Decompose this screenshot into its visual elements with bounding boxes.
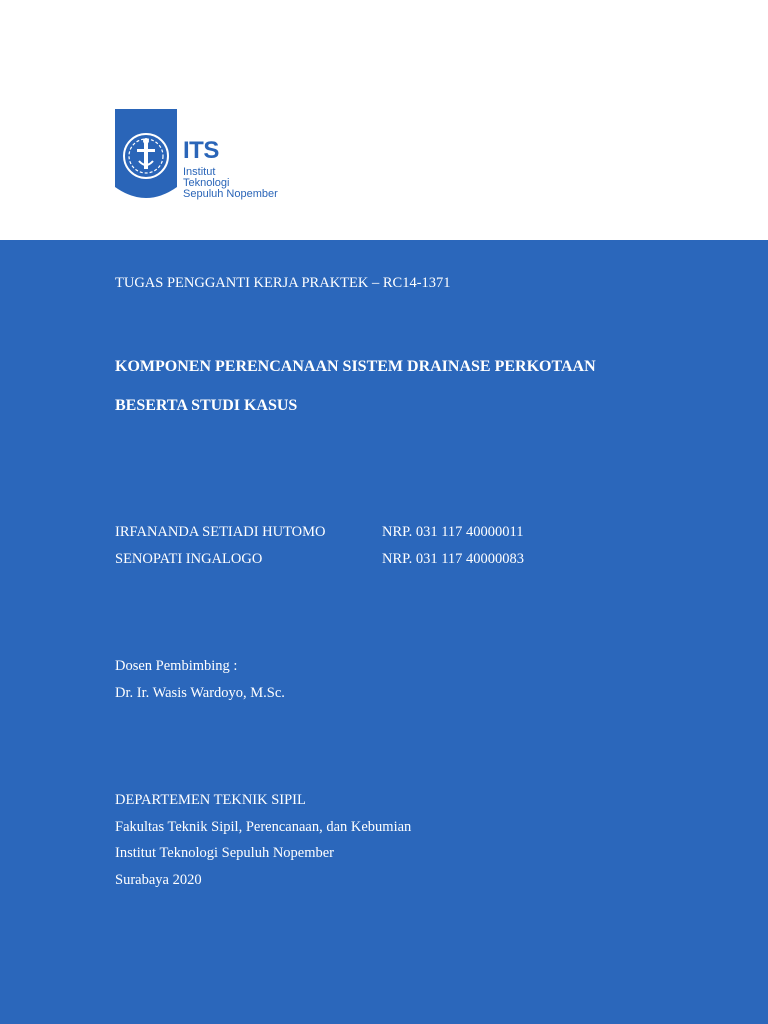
its-emblem-icon <box>115 109 177 202</box>
page-header <box>0 0 768 240</box>
logo-line-2: Teknologi <box>183 177 230 189</box>
author-name-1: IRFANANDA SETIADI HUTOMO <box>115 524 326 540</box>
course-code: TUGAS PENGGANTI KERJA PRAKTEK – RC14-1371 <box>115 275 451 291</box>
report-title-line-2: BESERTA STUDI KASUS <box>115 397 298 414</box>
author-name-2: SENOPATI INGALOGO <box>115 551 263 567</box>
advisor-label: Dosen Pembimbing : <box>115 658 238 674</box>
department-name: DEPARTEMEN TEKNIK SIPIL <box>115 792 306 808</box>
faculty-name: Fakultas Teknik Sipil, Perencanaan, dan Kebumian <box>115 819 412 835</box>
advisor-name: Dr. Ir. Wasis Wardoyo, M.Sc. <box>115 685 285 701</box>
author-nrp-1: NRP. 031 117 40000011 <box>382 524 524 540</box>
institute-name: Institut Teknologi Sepuluh Nopember <box>115 845 335 861</box>
author-nrp-2: NRP. 031 117 40000083 <box>382 551 525 567</box>
logo-abbreviation: ITS <box>183 137 219 164</box>
cover-panel <box>0 240 768 1024</box>
logo-line-3: Sepuluh Nopember <box>183 188 278 200</box>
its-logo <box>115 109 280 202</box>
report-title-line-1: KOMPONEN PERENCANAAN SISTEM DRAINASE PERKOTAAN <box>115 358 596 375</box>
place-year: Surabaya 2020 <box>115 872 202 888</box>
logo-line-1: Institut <box>183 166 216 178</box>
